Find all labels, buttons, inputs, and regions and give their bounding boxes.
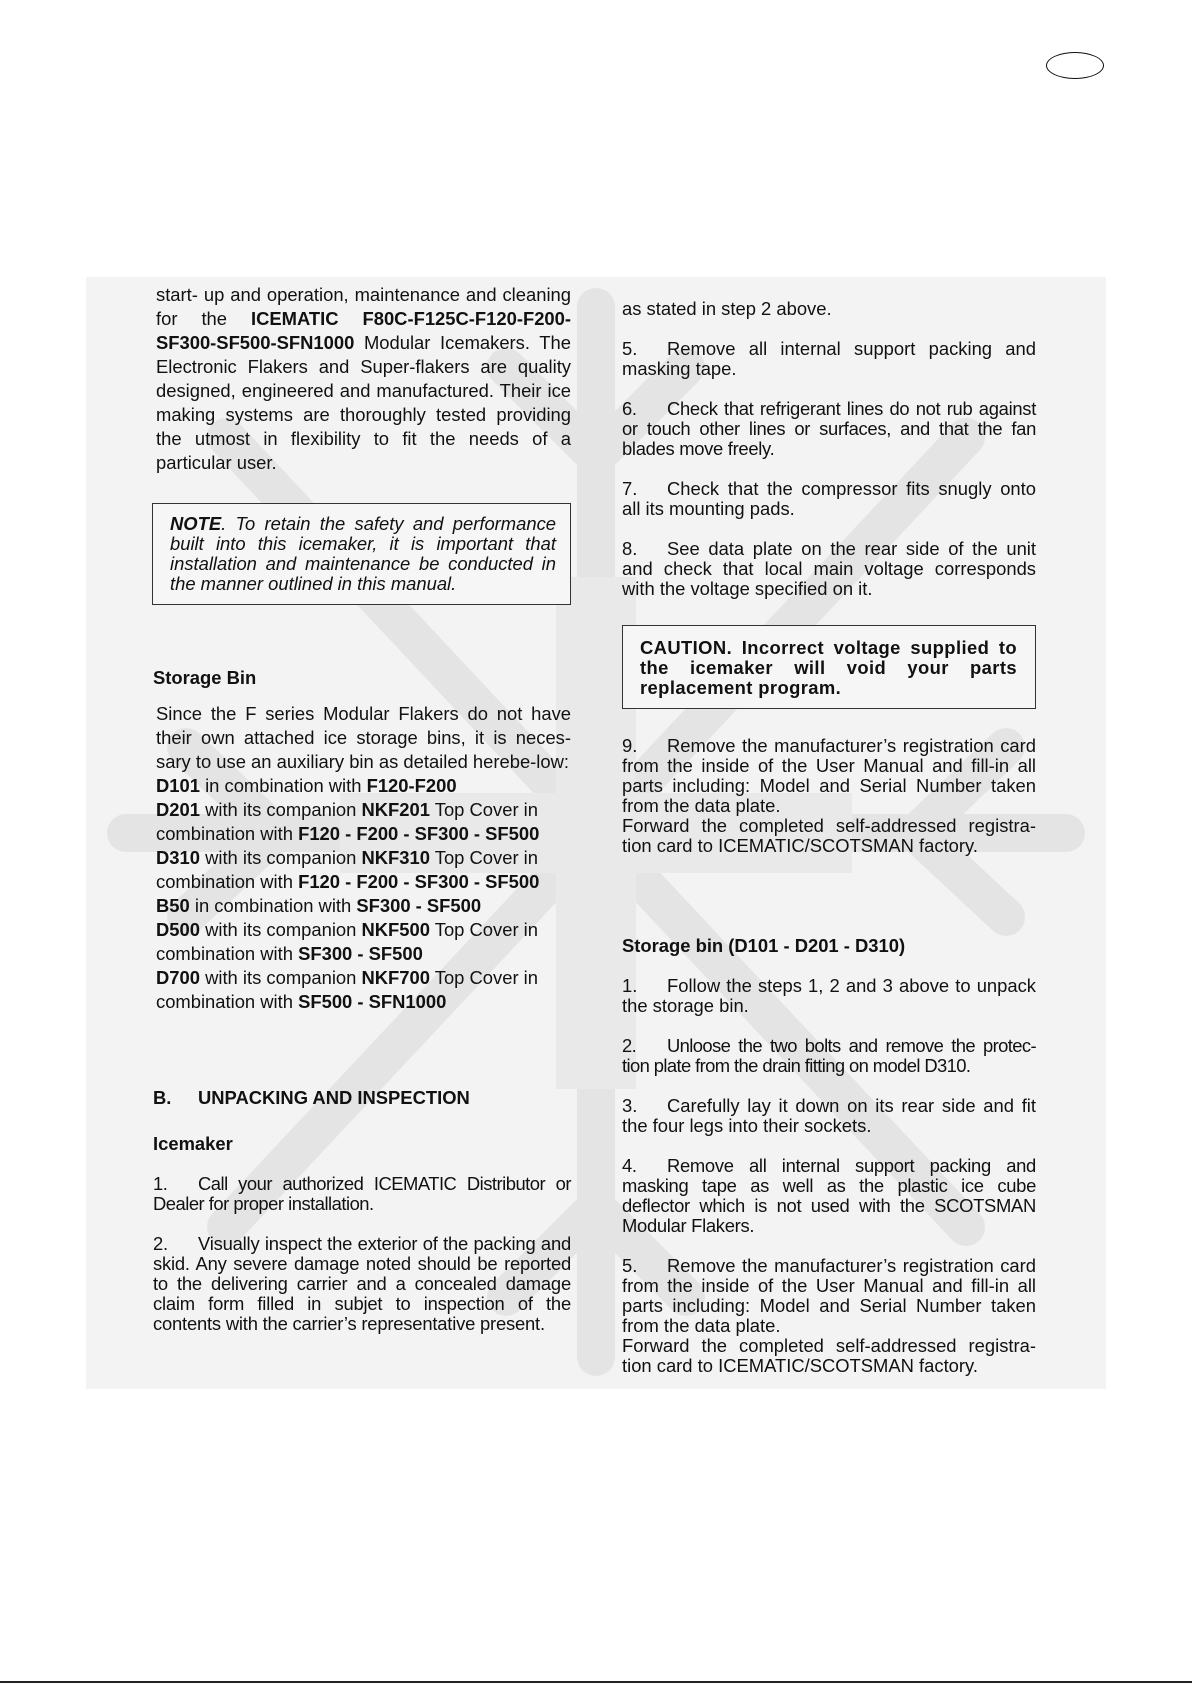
- bin-cover: NKF201: [361, 799, 430, 820]
- step-text: Check that refrigerant lines do not rub against or touch other lines or surfaces, and that the fan blades move freely.: [622, 398, 1036, 459]
- step-number: 5.: [622, 1255, 638, 1276]
- bin-model: D201: [156, 799, 200, 820]
- bin-model: B50: [156, 895, 190, 916]
- step-text: Remove all internal support packing and masking tape.: [622, 338, 1036, 379]
- step-number: 1.: [153, 1173, 168, 1194]
- step-number: 4.: [622, 1155, 637, 1176]
- bin-model: D500: [156, 919, 200, 940]
- caution-box: [622, 625, 1036, 709]
- bin-cover: NKF700: [361, 967, 430, 988]
- bin-text: in combination with: [189, 895, 357, 916]
- bin-cover: NKF310: [361, 847, 430, 868]
- bin-text: with its companion: [199, 847, 362, 868]
- bin-model: D101: [156, 775, 200, 796]
- install-step: [622, 736, 1036, 816]
- bin-text: Top Cover in combination with: [156, 967, 538, 1012]
- bin-models: SF300 - SF500: [298, 943, 423, 964]
- bin-models: SF300 - SF500: [356, 895, 482, 916]
- right-column: [622, 299, 1036, 1376]
- icemaker-heading: Icemaker: [153, 1133, 233, 1154]
- step-text: Unloose the two bolts and remove the protec-tion plate from the drain fitting on model D310.: [622, 1035, 1036, 1076]
- bin-step: [622, 1156, 1036, 1236]
- bin-cover: NKF500: [361, 919, 430, 940]
- bin-combo: [156, 798, 571, 846]
- step-text: See data plate on the rear side of the unit and check that local main voltage corresponds with the voltage specified on it.: [622, 538, 1036, 599]
- page-bottom-rule: [0, 1681, 1192, 1683]
- bin-models: F120-F200: [366, 775, 457, 796]
- bin-step: [622, 1096, 1036, 1136]
- language-oval-icon: [1046, 52, 1104, 79]
- note-box: [152, 503, 571, 605]
- bin-text: Top Cover in combination with: [156, 847, 538, 892]
- bin-text: with its companion: [199, 967, 362, 988]
- bin-step: [622, 1036, 1036, 1076]
- left-column: [153, 283, 571, 1334]
- bin-models: F120 - F200 - SF300 - SF500: [298, 823, 540, 844]
- bin-combo: [156, 918, 571, 966]
- bin-models: F120 - F200 - SF300 - SF500: [298, 871, 540, 892]
- intro-text: start- up and operation, maintenance and cleaning for the: [156, 284, 571, 329]
- bin-text: Top Cover in combination with: [156, 799, 538, 844]
- storage-bin-intro: Since the F series Modular Flakers do not have their own attached ice storage bins, it is neces-sary to use an auxiliary bin as detailed herebe-low:: [156, 703, 571, 772]
- bin-combo: [156, 894, 571, 918]
- step-number: 9.: [622, 735, 638, 756]
- section-title: UNPACKING AND INSPECTION: [198, 1087, 470, 1108]
- intro-models: ICEMATIC F80C-F125C-F120-F200-SF300-SF500-SFN1000: [156, 308, 571, 353]
- storage-bin-list: [153, 702, 571, 1014]
- note-label: NOTE: [170, 513, 222, 534]
- install-step: [622, 339, 1036, 379]
- step-number: 7.: [622, 478, 638, 499]
- bin-text: in combination with: [199, 775, 367, 796]
- icemaker-step: [153, 1234, 571, 1334]
- step-text: Visually inspect the exterior of the packing and skid. Any severe damage noted should be reported to the delivering carrier and a concealed damage claim form filled in subjet to inspection of the contents with the carrier’s representative present.: [153, 1233, 571, 1334]
- step-text: Call your authorized ICEMATIC Distributor or Dealer for proper installation.: [153, 1173, 571, 1214]
- caution-text: . Incorrect voltage supplied to the icemaker will void your parts replacement program.: [640, 637, 1017, 698]
- step-text: Remove all internal support packing and masking tape as well as the plastic ice cube deflector which is not used with the SCOTSMAN Modular Flakers.: [622, 1155, 1036, 1236]
- step-text: Follow the steps 1, 2 and 3 above to unpack the storage bin.: [622, 975, 1036, 1016]
- step-number: 5.: [622, 338, 638, 359]
- forward-card-text: Forward the completed self-addressed registra-tion card to ICEMATIC/SCOTSMAN factory.: [622, 815, 1036, 856]
- bin-model: D310: [156, 847, 200, 868]
- step-text: Check that the compressor fits snugly onto all its mounting pads.: [622, 478, 1036, 519]
- step-number: 2.: [622, 1035, 637, 1056]
- step-number: 6.: [622, 398, 637, 419]
- bin-step: [622, 976, 1036, 1016]
- step-number: 1.: [622, 975, 638, 996]
- section-b-heading: [153, 1088, 571, 1108]
- bin-combo: [156, 846, 571, 894]
- bin-model: D700: [156, 967, 200, 988]
- intro-paragraph: [153, 283, 571, 475]
- section-letter: B.: [153, 1087, 172, 1108]
- bin-step: [622, 1256, 1036, 1336]
- bin-text: with its companion: [199, 919, 362, 940]
- continuation-text: as stated in step 2 above.: [622, 298, 832, 319]
- install-step: [622, 399, 1036, 459]
- step-number: 3.: [622, 1095, 638, 1116]
- storage-bin-heading: Storage Bin: [153, 667, 257, 688]
- caution-label: CAUTION: [640, 637, 727, 658]
- note-text: . To retain the safety and performance built into this icemaker, it is important that installation and maintenance be conducted in the manner outlined in this manual.: [170, 513, 556, 594]
- step-text: Remove the manufacturer’s registration card from the inside of the User Manual and fill-in all parts including: Model and Serial Number taken from the data plate.: [622, 1255, 1036, 1336]
- install-step: [622, 479, 1036, 519]
- bin-combo: [156, 966, 571, 1014]
- intro-text-cont: Modular Icemakers. The Electronic Flakers and Super-flakers are quality designed, engineered and manufactured. Their ice making systems are thoroughly tested providing the utmost in flexibility to fit the needs of a particular user.: [156, 332, 571, 473]
- forward-card-text: Forward the completed self-addressed registra-tion card to ICEMATIC/SCOTSMAN factory.: [622, 1335, 1036, 1376]
- bin-text: with its companion: [199, 799, 362, 820]
- step-text: Carefully lay it down on its rear side and fit the four legs into their sockets.: [622, 1095, 1036, 1136]
- storage-bin-section-heading: Storage bin (D101 - D201 - D310): [622, 935, 906, 956]
- icemaker-step: [153, 1174, 571, 1214]
- step-text: Remove the manufacturer’s registration card from the inside of the User Manual and fill-in all parts including: Model and Serial Number taken from the data plate.: [622, 735, 1036, 816]
- install-step: [622, 539, 1036, 599]
- bin-models: SF500 - SFN1000: [298, 991, 447, 1012]
- bin-text: Top Cover in combination with: [156, 919, 538, 964]
- bin-combo: [156, 774, 571, 798]
- step-number: 2.: [153, 1233, 168, 1254]
- step-number: 8.: [622, 538, 638, 559]
